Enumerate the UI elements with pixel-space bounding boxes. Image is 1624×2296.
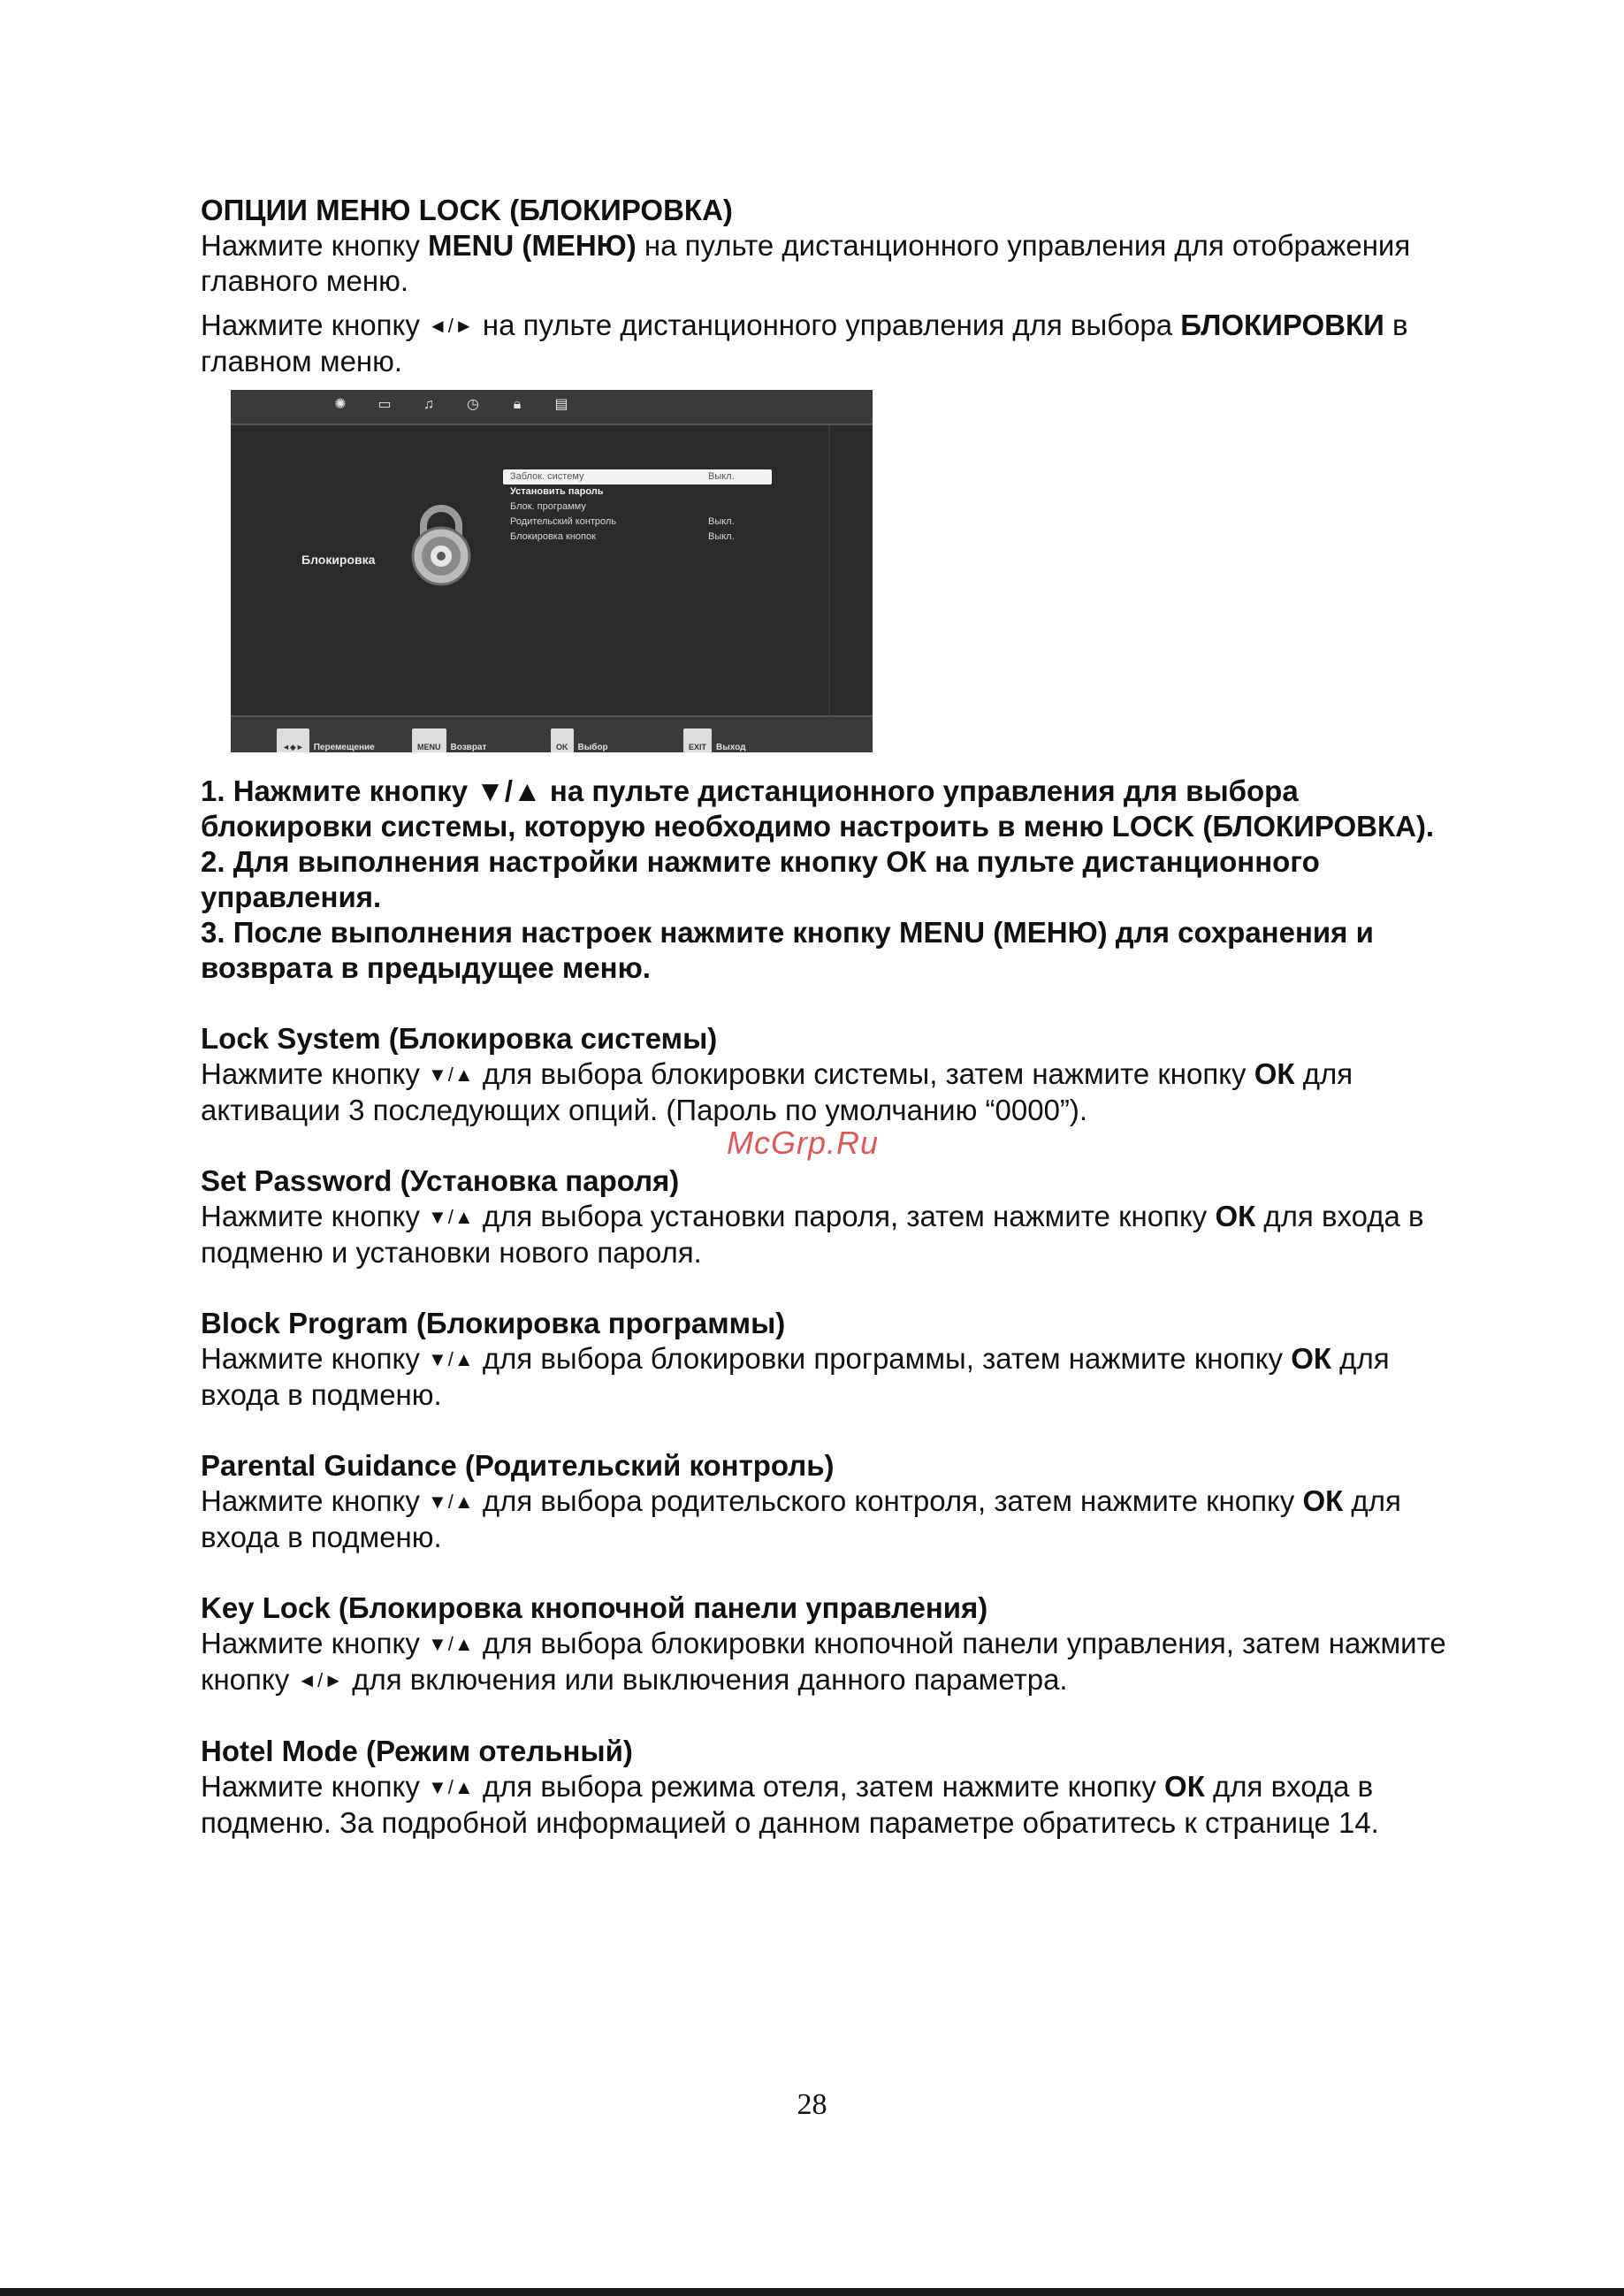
menu-item-label: Родительский контроль	[510, 516, 617, 527]
section-body-set-password	[201, 1199, 1456, 1270]
hint-key: ◄◆►	[277, 728, 309, 752]
menu-item-lock-system[interactable]	[503, 469, 772, 484]
section-title-lock-system: Lock System (Блокировка системы)	[201, 1022, 718, 1055]
section-body-lock-system	[201, 1056, 1456, 1128]
text: для входа в подменю.	[201, 1484, 1401, 1553]
step-2: 2. Для выполнения настройки нажмите кнопку ОК на пульте дистанционного управления.	[201, 845, 1320, 913]
menu-item-label: Блокировка кнопок	[510, 531, 596, 542]
ok-key-label: ОК	[1302, 1484, 1344, 1517]
text: на пульте дистанционного управления для отображения главного меню.	[201, 229, 1411, 297]
step-3: 3. После выполнения настроек нажмите кнопку MENU (МЕНЮ) для сохранения и возврата в предыдущее меню.	[201, 916, 1374, 984]
text: Нажмите кнопку	[201, 1627, 429, 1659]
tv-menu-icon-bar	[231, 390, 873, 425]
watermark-text: McGrp.Ru	[727, 1125, 880, 1161]
section-body-key-lock	[201, 1626, 1456, 1698]
section-title-set-password: Set Password (Установка пароля)	[201, 1164, 680, 1197]
hint-label: Выход	[716, 743, 746, 752]
text: на пульте дистанционного управления для выбора	[474, 309, 1181, 341]
tv-hint-bar	[231, 715, 873, 752]
up-down-arrows-icon: ▼/▲	[428, 1776, 475, 1798]
menu-item-key-lock[interactable]	[503, 530, 772, 545]
step-1: 1. Нажмите кнопку ▼/▲ на пульте дистанционного управления для выбора блокировки системы, которую необходимо настроить в меню LOCK (БЛОКИРОВКА).	[201, 774, 1435, 843]
menu-item-set-password[interactable]	[503, 484, 772, 500]
picture-icon: ✺	[334, 397, 347, 412]
section-title-hotel-mode: Hotel Mode (Режим отельный)	[201, 1735, 633, 1767]
menu-item-label: Блок. программу	[510, 501, 586, 512]
tv-menu-title: Блокировка	[301, 553, 376, 567]
text: для включения или выключения данного параметра.	[344, 1663, 1068, 1696]
padlock-icon	[408, 503, 475, 588]
text: для выбора блокировки кнопочной панели управления, затем нажмите кнопку	[201, 1627, 1446, 1696]
hint-label: Возврат	[450, 743, 487, 752]
monitor-icon: ▭	[377, 397, 392, 412]
ok-key-label: ОК	[1291, 1342, 1332, 1375]
up-down-arrows-icon: ▼/▲	[428, 1491, 475, 1513]
up-down-arrows-icon: ▼/▲	[428, 1633, 475, 1655]
lock-tab-icon: 🔒︎	[513, 397, 522, 412]
hint-key: EXIT	[683, 728, 712, 752]
text: для входа в подменю. За подробной информацией о данном параметре обратитесь к странице 14.	[201, 1770, 1379, 1839]
left-right-arrows-icon: ◄/►	[297, 1669, 345, 1691]
clock-icon: ◷	[467, 397, 479, 412]
hint-back	[412, 728, 486, 752]
section-title-key-lock: Key Lock (Блокировка кнопочной панели управления)	[201, 1591, 988, 1624]
hint-label: Перемещение	[313, 743, 375, 752]
ok-key-label: ОК	[1215, 1200, 1256, 1232]
up-down-arrows-icon: ▼/▲	[428, 1206, 475, 1228]
page-number: 28	[797, 2088, 827, 2121]
hint-select	[551, 728, 608, 752]
section-body-block-program	[201, 1341, 1456, 1413]
text: Нажмите кнопку	[201, 309, 429, 341]
left-right-arrows-icon: ◄/►	[428, 315, 475, 337]
menu-item-value: Выкл.	[708, 516, 735, 527]
text: для выбора блокировки системы, затем нажмите кнопку	[474, 1057, 1254, 1090]
text: Нажмите кнопку	[201, 1484, 429, 1517]
tv-side-panel	[828, 425, 873, 717]
section-body-hotel-mode	[201, 1769, 1456, 1841]
lock-options-list	[503, 469, 772, 545]
text: для выбора режима отеля, затем нажмите кнопку	[474, 1770, 1165, 1803]
menu-item-label: Заблок. систему	[510, 471, 584, 482]
up-down-arrows-icon: ▼/▲	[428, 1064, 475, 1086]
setup-icon: ▤	[554, 397, 568, 412]
intro-paragraph-1	[201, 228, 1456, 299]
page-content	[201, 193, 1456, 1841]
menu-item-value: Выкл.	[708, 531, 735, 542]
tv-lock-menu-screenshot	[231, 390, 873, 752]
menu-item-parental-guidance[interactable]	[503, 515, 772, 530]
menu-item-value: Выкл.	[708, 471, 735, 482]
ok-key-label: ОК	[1254, 1057, 1295, 1090]
hint-key: MENU	[412, 728, 446, 752]
text: Нажмите кнопку	[201, 1342, 429, 1375]
text: для выбора блокировки программы, затем нажмите кнопку	[474, 1342, 1292, 1375]
text: Нажмите кнопку	[201, 1200, 429, 1232]
lock-term: БЛОКИРОВКИ	[1180, 309, 1384, 341]
text: Нажмите кнопку	[201, 229, 429, 262]
hint-key: OK	[551, 728, 574, 752]
hint-exit	[683, 728, 745, 752]
music-icon: ♫	[423, 397, 434, 412]
section-body-parental-guidance	[201, 1484, 1456, 1555]
text: Нажмите кнопку	[201, 1770, 429, 1803]
menu-item-block-program[interactable]	[503, 500, 772, 515]
text: для выбора установки пароля, затем нажмите кнопку	[474, 1200, 1216, 1232]
text: для входа в подменю и установки нового пароля.	[201, 1200, 1424, 1269]
scan-bottom-edge	[0, 2288, 1624, 2296]
text: Нажмите кнопку	[201, 1057, 429, 1090]
menu-item-label: Установить пароль	[510, 486, 604, 497]
section-title-block-program: Block Program (Блокировка программы)	[201, 1307, 786, 1339]
ok-key-label: ОК	[1164, 1770, 1205, 1803]
hint-move	[277, 728, 375, 752]
text: в главном меню.	[201, 309, 1408, 378]
hint-label: Выбор	[577, 743, 608, 752]
intro-paragraph-2	[201, 308, 1456, 379]
section-heading: ОПЦИИ МЕНЮ LOCK (БЛОКИРОВКА)	[201, 194, 733, 226]
text: для входа в подменю.	[201, 1342, 1390, 1411]
text: для активации 3 последующих опций. (Пароль по умолчанию “0000”).	[201, 1057, 1353, 1126]
menu-key-label: MENU (МЕНЮ)	[428, 229, 637, 262]
text: для выбора родительского контроля, затем нажмите кнопку	[474, 1484, 1303, 1517]
up-down-arrows-icon: ▼/▲	[428, 1348, 475, 1370]
section-title-parental-guidance: Parental Guidance (Родительский контроль)	[201, 1449, 835, 1482]
